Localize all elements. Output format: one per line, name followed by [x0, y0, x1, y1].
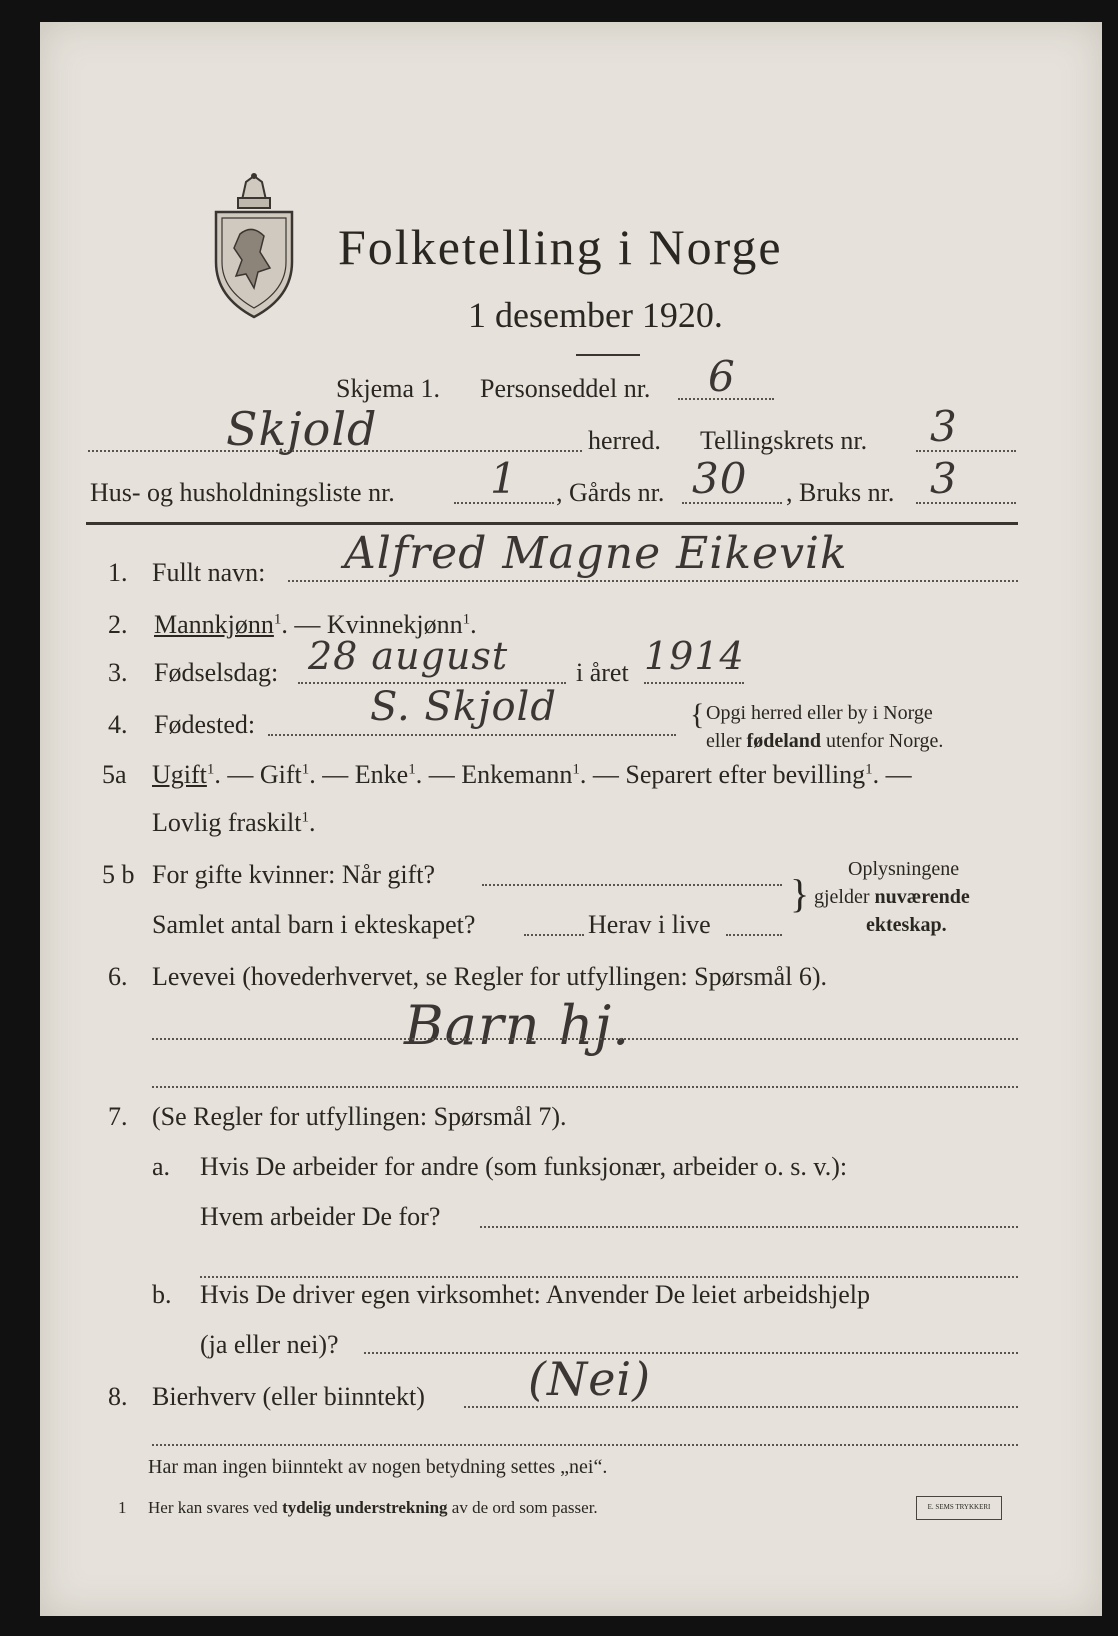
footnote-b: tydelig understrekning [282, 1498, 448, 1517]
option-ugift: Ugift [152, 760, 207, 789]
option-separert: Separert efter bevilling [625, 760, 866, 789]
q5b-note3: ekteskap. [866, 914, 947, 936]
header-rule [86, 522, 1018, 525]
q3-year-line [644, 682, 744, 684]
birthplace-value: S. Skjold [370, 684, 557, 730]
q8-number: 8. [108, 1382, 128, 1411]
q8-line [464, 1406, 1018, 1408]
sup-fraskilt: 1 [301, 809, 309, 826]
q5b-line3 [726, 934, 782, 936]
q8-label: Bierhverv (eller biinntekt) [152, 1382, 425, 1411]
schema-label: Skjema 1. [336, 374, 440, 403]
coat-of-arms-icon [212, 172, 296, 322]
sup-gift: 1 [301, 761, 310, 778]
footnote-text [148, 1498, 598, 1518]
hus-label: Hus- og husholdningsliste nr. [90, 478, 395, 507]
q1-number: 1. [108, 558, 128, 587]
q7a-line1 [480, 1226, 1018, 1228]
sup-enke: 1 [408, 761, 416, 778]
census-form-sheet [40, 22, 1102, 1616]
q7a-letter: a. [152, 1152, 171, 1181]
q6-label: Levevei (hovederhvervet, se Regler for utfyllingen: Spørsmål 6). [152, 962, 828, 991]
option-enkemann: Enkemann [461, 760, 573, 789]
q5b-note2a: gjelder [814, 886, 875, 908]
q5b-label3: Herav i live [588, 910, 711, 939]
q4-note-a: eller [706, 730, 747, 752]
q4-note-b: fødeland [746, 730, 821, 752]
sup-enkemann: 1 [572, 761, 580, 778]
option-male: Mannkjønn [154, 610, 274, 639]
option-female: Kvinnekjønn [326, 610, 463, 639]
q5b-brace: } [790, 871, 810, 916]
dash-1: . — [214, 760, 260, 789]
q6-line2 [152, 1086, 1018, 1088]
q5b-label2: Samlet antal barn i ekteskapet? [152, 910, 476, 939]
q4-label: Fødested: [154, 710, 256, 739]
q7-label: (Se Regler for utfyllingen: Spørsmål 7). [152, 1102, 567, 1131]
personseddel-value: 6 [708, 352, 736, 401]
bruks-value: 3 [930, 454, 958, 503]
q5a-number: 5a [102, 760, 127, 789]
q7b-line [364, 1352, 1018, 1354]
q5b-note1: Oplysningene [848, 858, 960, 880]
q7a-text: Hvis De arbeider for andre (som funksjonær, arbeider o. s. v.): [200, 1152, 848, 1181]
tellingskrets-label: Tellingskrets nr. [700, 426, 868, 455]
q5b-line1 [482, 884, 782, 886]
q4-brace: { [690, 698, 705, 731]
q7a-text2: Hvem arbeider De for? [200, 1202, 441, 1231]
census-date: 1 desember 1920. [468, 295, 723, 335]
q5b-note2b: nuværende [874, 886, 970, 908]
q2-sep: . — [281, 610, 327, 639]
q5a-options [152, 760, 912, 790]
gards-label: , Gårds nr. [556, 478, 665, 507]
q4-note-line2 [706, 730, 943, 753]
q3-label: Fødselsdag: [154, 658, 279, 687]
footnote-mark: 1 [118, 1498, 127, 1517]
q7b-letter: b. [152, 1280, 172, 1309]
birth-date-value: 28 august [308, 634, 509, 678]
q3-number: 3. [108, 658, 128, 687]
bruks-label: , Bruks nr. [786, 478, 895, 507]
personseddel-label: Personseddel nr. [480, 374, 651, 403]
full-name-value: Alfred Magne Eikevik [344, 528, 848, 579]
footer-note: Har man ingen biinntekt av nogen betydning settes „nei“. [148, 1456, 608, 1478]
q2-sup-male: 1 [273, 611, 282, 628]
option-fraskilt: Lovlig fraskilt [152, 808, 302, 837]
footnote-a: Her kan svares ved [148, 1498, 283, 1517]
tellingskrets-value: 3 [930, 402, 958, 451]
gards-value: 30 [692, 454, 748, 503]
hus-value: 1 [490, 454, 518, 503]
q5b-number: 5 b [102, 860, 135, 889]
occupation-value: Barn hj. [404, 994, 631, 1057]
title-divider [576, 354, 640, 356]
option-gift: Gift [259, 760, 302, 789]
footnote-c: av de ord som passer. [447, 1498, 598, 1517]
herred-line [88, 450, 582, 452]
q3-year-label: i året [576, 658, 629, 687]
q6-line1 [152, 1038, 1018, 1040]
side-income-value: (Nei) [528, 1352, 652, 1406]
q7b-text2: (ja eller nei)? [200, 1330, 339, 1359]
herred-label: herred. [588, 426, 661, 455]
footer-divider [152, 1444, 1018, 1446]
dash-3: . — [415, 760, 462, 789]
herred-value: Skjold [226, 402, 378, 456]
dash-4: . — [579, 760, 626, 789]
sup-separert: 1 [865, 761, 873, 778]
q7-number: 7. [108, 1102, 128, 1131]
q2-sup-female: 1 [462, 611, 471, 628]
q4-line [268, 734, 676, 736]
q4-note-c: utenfor Norge. [821, 730, 944, 752]
sup-ugift: 1 [206, 761, 215, 778]
dash-5: . — [872, 760, 912, 789]
q1-label: Fullt navn: [152, 558, 266, 587]
q2-end: . [470, 610, 477, 639]
q4-note-line1: Opgi herred eller by i Norge [706, 702, 933, 724]
birth-year-value: 1914 [644, 634, 745, 678]
q2-number: 2. [108, 610, 128, 639]
q6-number: 6. [108, 962, 128, 991]
q7b-text: Hvis De driver egen virksomhet: Anvender De leiet arbeidshjelp [200, 1280, 871, 1309]
q7a-line2 [200, 1276, 1018, 1278]
q5a-options-line2: Lovlig fraskilt$^1$. [152, 808, 316, 837]
printer-stamp: E. SEMS TRYKKERI [916, 1496, 1002, 1520]
dash-2: . — [309, 760, 355, 789]
q4-number: 4. [108, 710, 128, 739]
option-enke: Enke [354, 760, 409, 789]
q5b-label1: For gifte kvinner: Når gift? [152, 860, 436, 889]
q5b-note2 [814, 886, 970, 909]
q5b-line2 [524, 934, 584, 936]
form-title: Folketelling i Norge [338, 219, 783, 275]
q1-line [288, 580, 1018, 582]
